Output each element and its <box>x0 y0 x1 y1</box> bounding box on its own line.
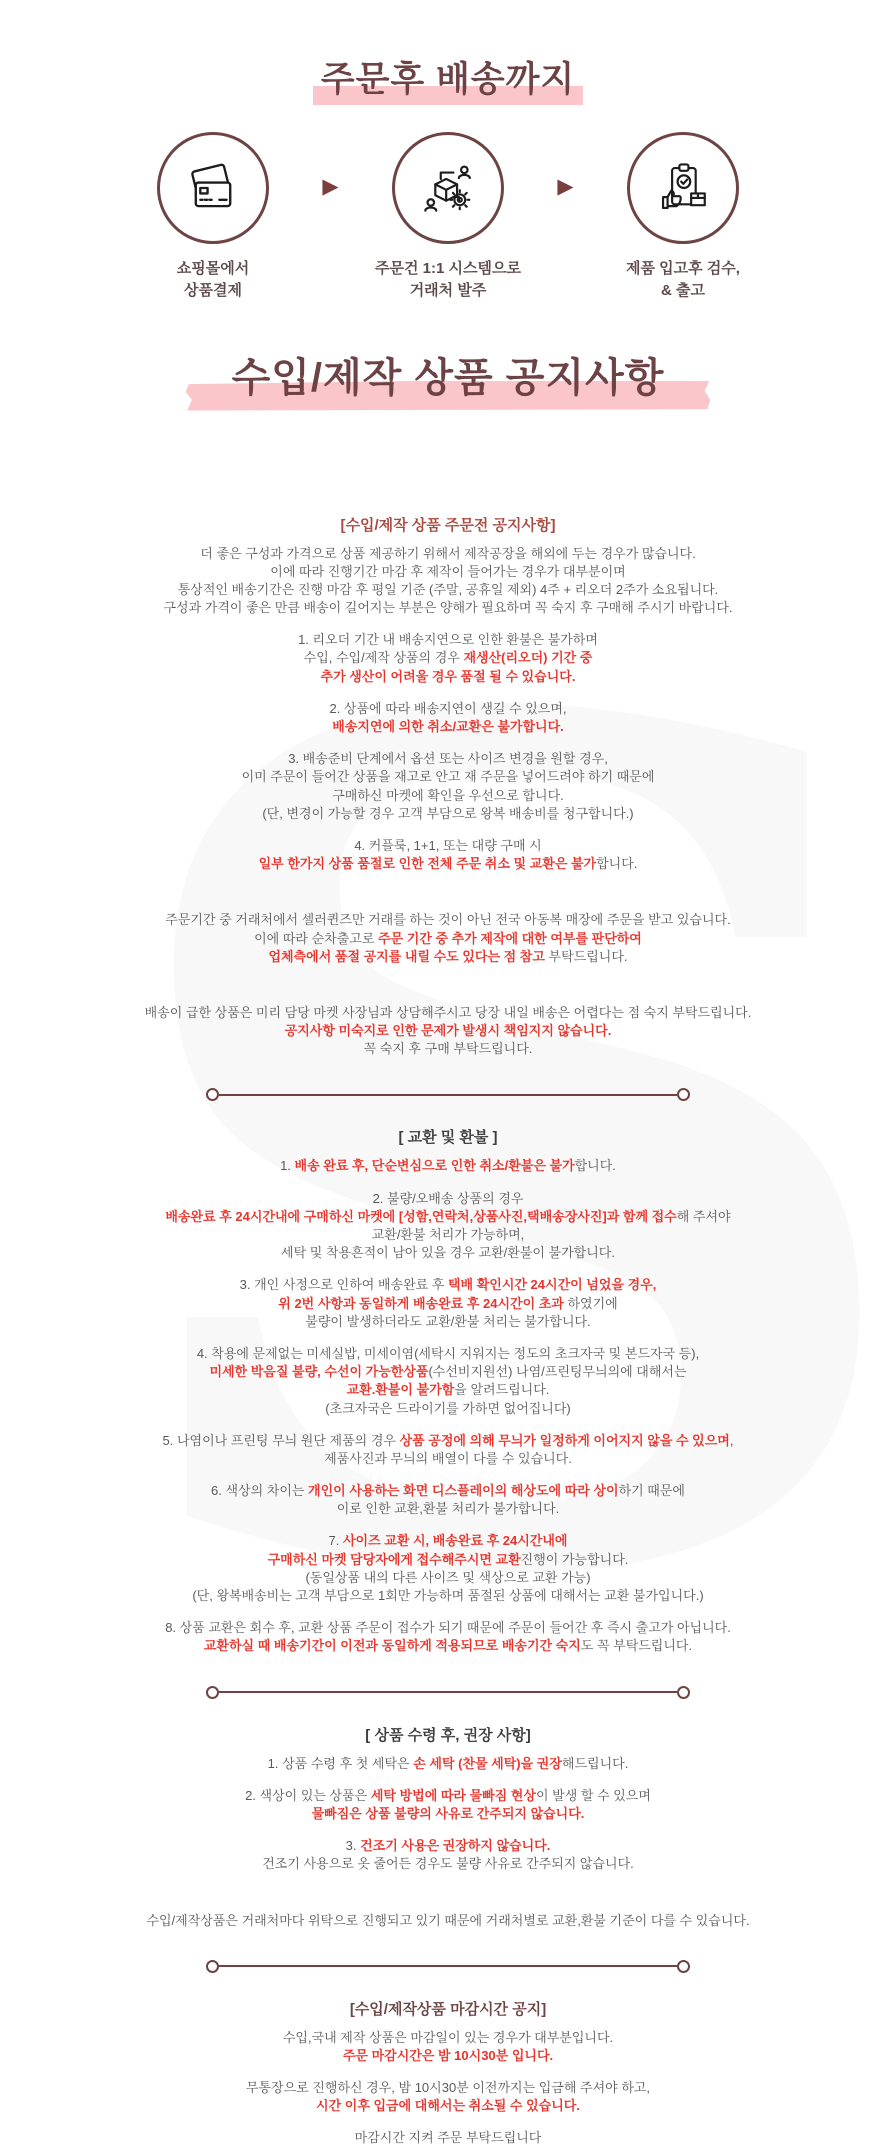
notice-line: 시간 이후 입금에 대해서는 취소될 수 있습니다. <box>316 2098 580 2114</box>
notice-line: 2. 상품에 따라 배송지연이 생길 수 있으며, <box>329 700 567 716</box>
notice-paragraph <box>108 1787 788 1823</box>
notice-paragraph <box>108 545 788 618</box>
notice-line: 배송이 급한 상품은 미리 담당 마켓 사장님과 상담해주시고 당장 내일 배송은 어렵다는 점 숙지 부탁드립니다. <box>144 1004 752 1020</box>
notice-line: 2. 불량/오배송 상품의 경우 <box>372 1190 524 1206</box>
divider-line <box>219 1094 677 1096</box>
notice-line: 1. 리오더 기간 내 배송지연으로 인한 환불은 불가하며 <box>298 632 598 648</box>
notice-line: 교환하실 때 배송기간이 이전과 동일하게 적용되므로 배송기간 숙지도 꼭 부탁드립니다. <box>203 1638 693 1654</box>
notice-line: 6. 색상의 차이는 개인이 사용하는 화면 디스플레이의 해상도에 따라 상이하기 때문에 <box>211 1483 685 1499</box>
notice-paragraph <box>108 2029 788 2065</box>
notice-paragraph <box>108 1532 788 1605</box>
process-step <box>594 132 772 302</box>
notice-paragraph <box>108 911 788 966</box>
notice-line: 주문 마감시간은 밤 10시30분 입니다. <box>342 2047 554 2063</box>
arrow-right-icon: ▶ <box>557 175 574 198</box>
process-step <box>124 132 302 302</box>
notice-paragraph <box>108 1912 788 1930</box>
section-heading: [ 교환 및 환불 ] <box>398 1129 498 1147</box>
notice-paragraph <box>108 837 788 873</box>
notice-line: 업체측에서 품절 공지를 내릴 수도 있다는 점 참고 부탁드립니다. <box>268 948 628 964</box>
section-heading: [수입/제작상품 마감시간 공지] <box>349 2000 547 2018</box>
notice-line: 일부 한가지 상품 품절로 인한 전체 주문 취소 및 교환은 불가합니다. <box>258 856 638 872</box>
notice-paragraph <box>108 1432 788 1468</box>
notice-line: (동일상품 내의 다른 사이즈 및 색상으로 교환 가능) <box>305 1569 591 1585</box>
notice-line: 4. 커플룩, 1+1, 또는 대량 구매 시 <box>354 837 542 853</box>
section-divider <box>206 1960 690 1973</box>
notice-paragraph <box>108 1345 788 1418</box>
notice-line: 세탁 및 착용흔적이 남아 있을 경우 교환/환불이 불가합니다. <box>281 1245 615 1261</box>
process-step <box>359 132 537 302</box>
notice-line: (초크자국은 드라이기를 가하면 없어집니다) <box>325 1400 571 1416</box>
credit-card-icon <box>184 159 242 217</box>
notice-line: 꼭 숙지 후 구매 부탁드립니다. <box>363 1041 533 1057</box>
notice-paragraph <box>108 2079 788 2115</box>
notice-line: 구매하신 마켓에 확인을 우선으로 합니다. <box>332 787 564 803</box>
notice-line: 수입, 수입/제작 상품의 경우 재생산(리오더) 기간 중 <box>303 650 593 666</box>
notice-title-row <box>98 346 798 403</box>
step-label: 제품 입고후 검수, & 출고 <box>626 260 740 299</box>
divider-ring-left <box>206 1088 219 1101</box>
notice-line: 건조기 사용으로 옷 줄어든 경우도 불량 사유로 간주되지 않습니다. <box>262 1856 634 1872</box>
notice-paragraph <box>108 1004 788 1059</box>
notice-line: 1. 배송 완료 후, 단순변심으로 인한 취소/환불은 불가합니다. <box>280 1158 616 1174</box>
notice-line: 이에 따라 진행기간 마감 후 제작이 들어가는 경우가 대부분이며 <box>270 563 626 579</box>
notice-paragraph <box>108 1276 788 1331</box>
notice-line: 주문기간 중 거래처에서 셀러퀸즈만 거래를 하는 것이 아닌 전국 아동복 매장에 주문을 받고 있습니다. <box>165 912 731 928</box>
divider-ring-left <box>206 1960 219 1973</box>
notice-line: 2. 색상이 있는 상품은 세탁 방법에 따라 물빠짐 현상이 발생 할 수 있으며 <box>245 1787 651 1803</box>
page-title: 주문후 배송까지 <box>321 52 575 102</box>
notice-line: 배송완료 후 24시간내에 구매하신 마켓에 [성함,연락처,상품사진,택배송장사진]과 함께 접수해 주셔야 <box>165 1208 731 1224</box>
section-heading: [ 상품 수령 후, 권장 사항] <box>365 1726 531 1744</box>
arrow-right-icon: ▶ <box>322 175 339 198</box>
notice-line: 교환/환불 처리가 가능하며, <box>371 1227 525 1242</box>
divider-ring-left <box>206 1686 219 1699</box>
notice-line: 추가 생산이 어려울 경우 품절 될 수 있습니다. <box>320 668 576 684</box>
divider-ring-right <box>677 1960 690 1973</box>
section-divider <box>206 1088 690 1101</box>
notice-line: 3. 배송준비 단계에서 옵션 또는 사이즈 변경을 원할 경우, <box>288 751 608 767</box>
notice-line: 구성과 가격이 좋은 만큼 배송이 길어지는 부분은 양해가 필요하며 꼭 숙지 후 구매해 주시기 바랍니다. <box>163 600 733 616</box>
notice-line: 공지사항 미숙지로 인한 문제가 발생시 책임지지 않습니다. <box>284 1023 612 1039</box>
notice-paragraph <box>108 1619 788 1655</box>
notice-line: 구매하신 마켓 담당자에게 접수해주시면 교환진행이 가능합니다. <box>267 1551 629 1567</box>
step-circle <box>392 132 504 244</box>
notice-paragraph <box>108 700 788 736</box>
notice-line: 제품사진과 무늬의 배열이 다를 수 있습니다. <box>324 1450 572 1466</box>
notice-line: 배송지연에 의한 취소/교환은 불가합니다. <box>332 719 564 734</box>
section-heading: [수입/제작 상품 주문전 공지사항] <box>340 516 556 534</box>
notice-line: 무통장으로 진행하신 경우, 밤 10시30분 이전까지는 입금해 주셔야 하고, <box>245 2080 651 2096</box>
notice-line: 3. 건조기 사용은 권장하지 않습니다. <box>345 1838 551 1854</box>
notice-paragraph <box>108 750 788 823</box>
notice-paragraph <box>108 1190 788 1263</box>
notice-line: 이미 주문이 들어간 상품을 재고로 안고 재 주문을 넣어드려야 하기 때문에 <box>241 769 655 785</box>
notice-paragraph <box>108 1482 788 1518</box>
notice-line: 이로 인한 교환,환불 처리가 불가합니다. <box>336 1501 560 1517</box>
notice-line: 4. 착용에 문제없는 미세실밥, 미세이염(세탁시 지워지는 정도의 초크자국 및 본드자국 등), <box>196 1345 700 1361</box>
notice-line: (단, 변경이 가능할 경우 고객 부담으로 왕복 배송비를 청구합니다.) <box>262 805 634 821</box>
shipping-notice-page <box>98 0 798 2146</box>
notice-line: 더 좋은 구성과 가격으로 상품 제공하기 위해서 제작공장을 해외에 두는 경우가 많습니다. <box>200 545 696 561</box>
notice-line: 교환.환불이 불가함을 알려드립니다. <box>346 1382 550 1398</box>
step-label: 주문건 1:1 시스템으로 거래처 발주 <box>375 260 521 299</box>
notice-paragraph <box>108 1837 788 1873</box>
notice-line: 1. 상품 수령 후 첫 세탁은 손 세탁 (찬물 세탁)을 권장해드립니다. <box>267 1755 629 1771</box>
order-process-steps <box>124 132 772 302</box>
section-divider <box>206 1686 690 1699</box>
notice-blocks <box>98 515 798 2148</box>
notice-line: 수입,국내 제작 상품은 마감일이 있는 경우가 대부분입니다. <box>282 2029 614 2045</box>
notice-paragraph <box>108 631 788 686</box>
step-circle <box>157 132 269 244</box>
notice-line: 8. 상품 교환은 회수 후, 교환 상품 주문이 접수가 되기 때문에 주문이 들어간 후 즉시 출고가 아닙니다. <box>165 1620 731 1636</box>
notice-line: 3. 개인 사정으로 인하여 배송완료 후 택배 확인시간 24시간이 넘었을 경우, <box>239 1277 657 1293</box>
notice-line: 위 2번 사항과 동일하게 배송완료 후 24시간이 초과 하였기에 <box>278 1295 618 1311</box>
order-to-delivery-title-row <box>98 0 798 102</box>
order-system-icon <box>419 159 477 217</box>
notice-line: 물빠짐은 상품 불량의 사유로 간주되지 않습니다. <box>311 1805 585 1821</box>
notice-paragraph <box>108 1755 788 1773</box>
notice-line: 마감시간 지켜 주문 부탁드립니다 <box>354 2130 542 2146</box>
notice-line: 5. 나염이나 프린팅 무늬 원단 제품의 경우 상품 공정에 의해 무늬가 일정하게 이어지지 않을 수 있으며, <box>162 1432 734 1448</box>
step-circle <box>627 132 739 244</box>
notice-title: 수입/제작 상품 공지사항 <box>232 346 665 403</box>
notice-line: 불량이 발생하더라도 교환/환불 처리는 불가합니다. <box>305 1313 591 1329</box>
divider-ring-right <box>677 1686 690 1699</box>
notice-paragraph <box>108 2129 788 2147</box>
notice-line: 이에 따라 순차출고로 주문 기간 중 추가 제작에 대한 여부를 판단하여 <box>254 930 642 946</box>
divider-ring-right <box>677 1088 690 1101</box>
notice-line: 미세한 박음질 불량, 수선이 가능한상품(수선비지원선) 나염/프린팅무늬의에 대해서는 <box>209 1364 687 1380</box>
divider-line <box>219 1691 677 1693</box>
notice-line: 수입/제작상품은 거래처마다 위탁으로 진행되고 있기 때문에 거래처별로 교환,환불 기준이 다를 수 있습니다. <box>146 1912 750 1928</box>
step-label: 쇼핑몰에서 상품결제 <box>176 260 250 299</box>
inspection-shipment-icon <box>654 159 712 217</box>
notice-line: 통상적인 배송기간은 진행 마감 후 평일 기준 (주말, 공휴일 제외) 4주 + 리오더 2주가 소요됩니다. <box>177 581 719 597</box>
notice-paragraph <box>108 1157 788 1175</box>
notice-line: (단, 왕복배송비는 고객 부담으로 1회만 가능하며 품절된 상품에 대해서는 교환 불가입니다.) <box>192 1588 704 1603</box>
notice-line: 7. 사이즈 교환 시, 배송완료 후 24시간내에 <box>328 1533 568 1549</box>
divider-line <box>219 1965 677 1967</box>
